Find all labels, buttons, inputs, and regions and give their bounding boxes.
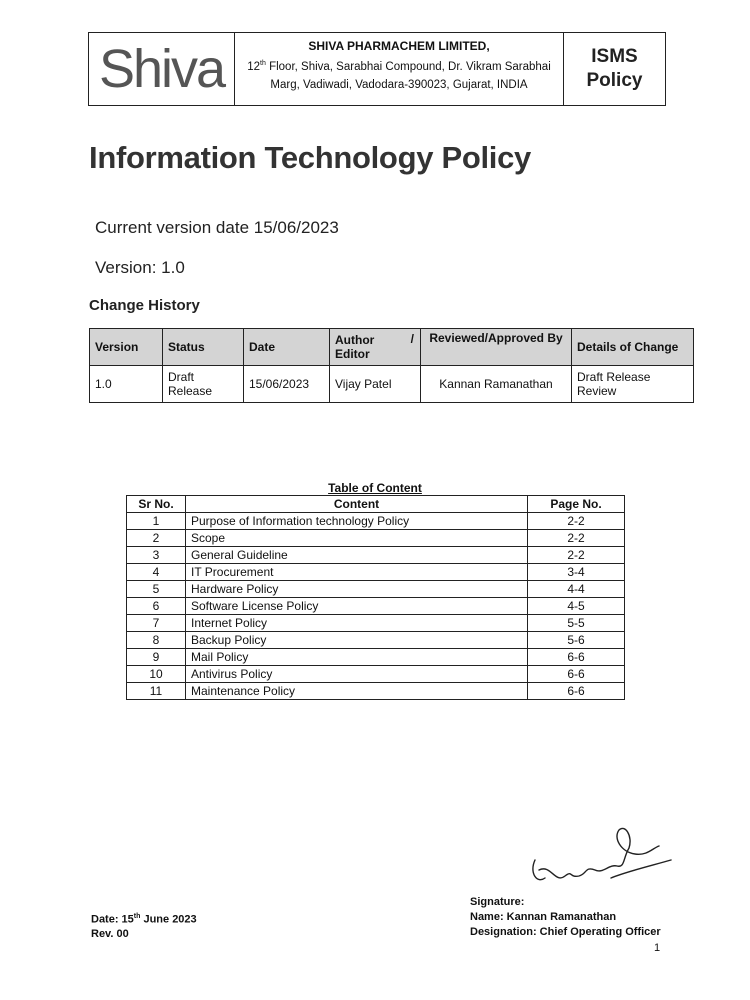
signature-image — [525, 818, 675, 898]
toc-cell-content: IT Procurement — [186, 564, 528, 581]
signatory-name: Name: Kannan Ramanathan — [470, 911, 617, 923]
address-line-1 — [235, 55, 563, 76]
details-line-2: Review — [577, 384, 617, 398]
toc-cell-page: 4-4 — [528, 581, 625, 598]
floor-suffix: th — [260, 60, 266, 67]
footer-revision: Rev. 00 — [91, 928, 129, 940]
table-row — [127, 632, 625, 649]
toc-cell-sr: 2 — [127, 530, 186, 547]
cell-status — [163, 366, 244, 403]
toc-cell-content: Software License Policy — [186, 598, 528, 615]
status-line-1: Draft — [168, 370, 195, 384]
toc-body — [127, 513, 625, 700]
toc-cell-content: Internet Policy — [186, 615, 528, 632]
col-date: Date — [244, 329, 330, 366]
current-version-date: Current version date 15/06/2023 — [95, 218, 339, 237]
table-row — [127, 615, 625, 632]
table-row — [127, 530, 625, 547]
author-line-1: Author — [335, 333, 375, 347]
col-reviewed: Reviewed/Approved By — [421, 329, 572, 366]
toc-cell-sr: 11 — [127, 683, 186, 700]
table-row — [127, 547, 625, 564]
footer-date-suffix: June 2023 — [140, 913, 197, 926]
col-details: Details of Change — [572, 329, 694, 366]
toc-cell-page: 6-6 — [528, 666, 625, 683]
toc-cell-page: 6-6 — [528, 649, 625, 666]
address-line-1-text: Floor, Shiva, Sarabhai Compound, Dr. Vikram Sarabhai — [265, 60, 551, 73]
toc-cell-sr: 7 — [127, 615, 186, 632]
toc-cell-sr: 9 — [127, 649, 186, 666]
table-row — [127, 649, 625, 666]
letterhead-box — [88, 32, 666, 106]
toc-cell-content: Purpose of Information technology Policy — [186, 513, 528, 530]
footer-date — [91, 913, 197, 926]
toc-cell-content: Backup Policy — [186, 632, 528, 649]
floor-number: 12 — [247, 60, 261, 73]
toc-cell-sr: 4 — [127, 564, 186, 581]
company-logo: Shiva — [89, 33, 235, 105]
toc-cell-sr: 8 — [127, 632, 186, 649]
table-row — [127, 683, 625, 700]
cell-details — [572, 366, 694, 403]
col-version: Version — [90, 329, 163, 366]
cell-date: 15/06/2023 — [244, 366, 330, 403]
page-number: 1 — [654, 942, 661, 954]
toc-cell-sr: 1 — [127, 513, 186, 530]
version-label: Version: 1.0 — [95, 258, 185, 277]
table-row — [127, 598, 625, 615]
footer-date-prefix: Date: 15 — [91, 913, 134, 926]
col-author — [330, 329, 421, 366]
change-history-heading: Change History — [89, 297, 200, 314]
cell-version: 1.0 — [90, 366, 163, 403]
toc-cell-content: General Guideline — [186, 547, 528, 564]
toc-cell-content: Maintenance Policy — [186, 683, 528, 700]
toc-cell-sr: 6 — [127, 598, 186, 615]
toc-cell-page: 5-6 — [528, 632, 625, 649]
page-title: Information Technology Policy — [89, 140, 531, 175]
table-header-row — [90, 329, 694, 366]
table-of-content — [126, 495, 625, 700]
doc-type-line-2: Policy — [586, 70, 643, 91]
toc-heading: Table of Content — [328, 481, 422, 495]
toc-cell-page: 2-2 — [528, 513, 625, 530]
toc-cell-page: 6-6 — [528, 683, 625, 700]
address-line-2: Marg, Vadiwadi, Vadodara-390023, Gujarat, INDIA — [270, 78, 528, 91]
toc-col-sr: Sr No. — [127, 496, 186, 513]
toc-cell-page: 2-2 — [528, 547, 625, 564]
author-line-2: Editor — [335, 347, 370, 361]
cell-author: Vijay Patel — [330, 366, 421, 403]
table-row — [127, 513, 625, 530]
toc-header-row — [127, 496, 625, 513]
table-row — [127, 564, 625, 581]
toc-cell-sr: 3 — [127, 547, 186, 564]
toc-cell-content: Scope — [186, 530, 528, 547]
toc-cell-page: 4-5 — [528, 598, 625, 615]
toc-cell-page: 5-5 — [528, 615, 625, 632]
toc-cell-content: Hardware Policy — [186, 581, 528, 598]
toc-col-page: Page No. — [528, 496, 625, 513]
footer-date-sup: th — [133, 913, 141, 920]
col-status: Status — [163, 329, 244, 366]
toc-cell-sr: 5 — [127, 581, 186, 598]
toc-cell-page: 3-4 — [528, 564, 625, 581]
author-slash: / — [410, 332, 414, 346]
change-history-table — [89, 328, 694, 403]
toc-cell-content: Mail Policy — [186, 649, 528, 666]
status-line-2: Release — [168, 384, 213, 398]
company-name: SHIVA PHARMACHEM LIMITED, — [308, 39, 490, 53]
toc-cell-page: 2-2 — [528, 530, 625, 547]
signatory-designation: Designation: Chief Operating Officer — [470, 926, 661, 938]
table-row — [127, 581, 625, 598]
toc-cell-content: Antivirus Policy — [186, 666, 528, 683]
signature-label: Signature: — [470, 896, 525, 908]
cell-reviewed: Kannan Ramanathan — [421, 366, 572, 403]
toc-col-content: Content — [186, 496, 528, 513]
table-row — [127, 666, 625, 683]
company-address-block — [235, 33, 564, 105]
table-row — [90, 366, 694, 403]
doc-type-line-1: ISMS — [591, 46, 638, 67]
details-line-1: Draft Release — [577, 370, 651, 384]
document-type — [564, 33, 665, 105]
toc-cell-sr: 10 — [127, 666, 186, 683]
